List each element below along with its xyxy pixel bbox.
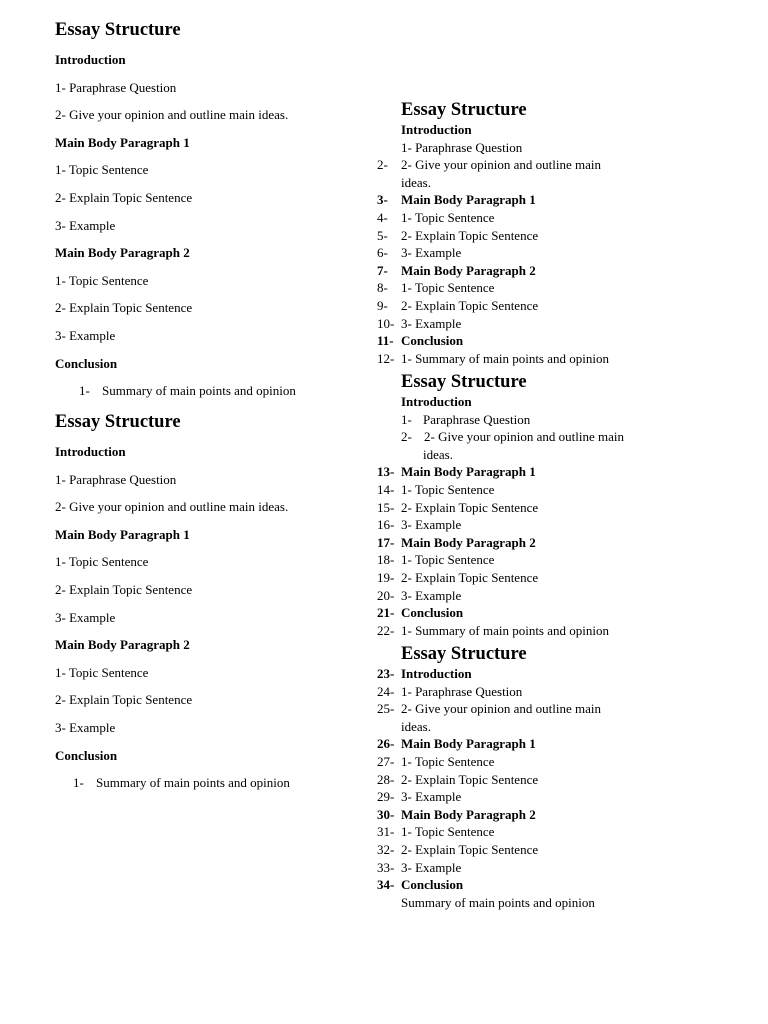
list-item (55, 472, 415, 488)
line-number: 1- (79, 383, 90, 399)
list-item (55, 328, 415, 344)
list-item (55, 218, 415, 234)
essay-structure-block-5 (377, 643, 602, 910)
line-number: 10- (377, 315, 395, 331)
line-text: 3- Example (401, 517, 462, 533)
line-text: 1- Paraphrase Question (401, 139, 523, 155)
list-item (377, 570, 737, 586)
line-text: 1- Topic Sentence (55, 272, 149, 288)
line-text: Introduction (401, 122, 472, 137)
line-text: Main Body Paragraph 1 (401, 192, 536, 208)
line-number: 26- (377, 736, 395, 752)
line-text: 2- Explain Topic Sentence (401, 771, 539, 787)
line-text: 2- Explain Topic Sentence (55, 190, 193, 205)
list-item (377, 500, 737, 516)
section-heading (377, 122, 737, 138)
list-item (377, 824, 737, 840)
line-text: Main Body Paragraph 2 (401, 534, 536, 550)
list-item (377, 842, 737, 858)
line-text: Conclusion (55, 747, 118, 763)
section-heading (55, 444, 415, 460)
line-number: 32- (377, 842, 395, 857)
line-text: 2- Explain Topic Sentence (401, 499, 539, 515)
line-number: 20- (377, 587, 395, 603)
line-text: Main Body Paragraph 2 (401, 806, 536, 822)
line-text: Introduction (401, 666, 472, 681)
line-text: Conclusion (401, 605, 464, 621)
line-number: 28- (377, 771, 395, 787)
essay-structure-block-1 (55, 19, 296, 399)
line-text: Main Body Paragraph 1 (55, 134, 190, 150)
list-item (377, 684, 737, 700)
line-text: 2- Explain Topic Sentence (55, 300, 193, 316)
line-text: 1- Topic Sentence (401, 552, 495, 568)
line-number: 14- (377, 482, 395, 497)
line-number: 2- (377, 157, 388, 173)
line-text: 3- Example (401, 789, 462, 805)
list-item (377, 140, 737, 156)
line-number: 22- (377, 622, 395, 638)
section-heading (377, 666, 737, 682)
list-item (377, 860, 737, 876)
block-title: Essay Structure (401, 372, 527, 392)
line-text: 2- Explain Topic Sentence (401, 842, 539, 857)
line-text: ideas. (401, 718, 431, 734)
section-heading (377, 394, 737, 410)
list-item (377, 228, 737, 244)
list-item (377, 772, 737, 788)
list-item (55, 582, 415, 598)
list-item (377, 351, 737, 367)
line-text: Main Body Paragraph 2 (401, 262, 536, 278)
line-number: 17- (377, 534, 395, 550)
line-text: 3- Example (55, 217, 116, 233)
line-text: 1- Topic Sentence (401, 280, 495, 296)
section-heading (377, 736, 737, 752)
line-text: 3- Example (401, 587, 462, 603)
list-item (55, 190, 415, 206)
line-number: 19- (377, 570, 395, 585)
list-item (55, 383, 415, 399)
line-text: Introduction (55, 444, 126, 459)
essay-structure-block-2 (55, 411, 290, 791)
list-item (377, 701, 737, 717)
list-item (377, 175, 737, 191)
line-text: 2- Give your opinion and outline main ideas. (55, 499, 289, 515)
list-item (55, 162, 415, 178)
block-title: Essay Structure (55, 20, 181, 40)
line-text: Summary of main points and opinion (96, 775, 290, 791)
line-number: 6- (377, 245, 388, 261)
section-heading (55, 52, 415, 68)
line-text: Main Body Paragraph 1 (401, 464, 536, 480)
section-heading (377, 263, 737, 279)
line-text: ideas. (423, 446, 453, 462)
list-item (377, 623, 737, 639)
line-number: 5- (377, 227, 388, 243)
list-item (377, 588, 737, 604)
section-heading (377, 535, 737, 551)
line-text: 1- Paraphrase Question (401, 683, 523, 699)
line-text: Conclusion (401, 877, 464, 893)
line-text: Conclusion (55, 355, 118, 371)
list-item (377, 447, 737, 463)
list-item (377, 412, 737, 428)
section-heading (55, 748, 415, 764)
list-item (377, 298, 737, 314)
line-text: 2- Explain Topic Sentence (401, 570, 539, 585)
line-number: 7- (377, 262, 388, 278)
line-text: Main Body Paragraph 1 (55, 526, 190, 542)
section-heading (55, 135, 415, 151)
list-item (55, 665, 415, 681)
list-item (55, 692, 415, 708)
line-text: 3- Example (55, 720, 116, 735)
line-number: 13- (377, 464, 395, 480)
section-heading (55, 356, 415, 372)
line-number: 18- (377, 552, 395, 568)
line-number: 8- (377, 280, 388, 296)
line-number: 30- (377, 806, 395, 822)
line-text: 2- Give your opinion and outline main ideas. (55, 107, 289, 123)
list-item (55, 80, 415, 96)
line-number: 2- (401, 429, 412, 445)
line-text: 1- Topic Sentence (55, 554, 149, 570)
line-text: Paraphrase Question (423, 411, 531, 427)
block-title: Essay Structure (401, 644, 527, 664)
line-text: 2- Explain Topic Sentence (401, 227, 539, 243)
line-text: 1- Summary of main points and opinion (401, 622, 609, 638)
line-number: 27- (377, 754, 395, 769)
section-heading (377, 605, 737, 621)
list-item (55, 499, 415, 515)
line-number: 1- (401, 411, 412, 427)
list-item (377, 552, 737, 568)
line-text: 1- Topic Sentence (401, 754, 495, 769)
section-heading (377, 192, 737, 208)
line-number: 24- (377, 683, 395, 699)
essay-structure-block-3 (377, 99, 609, 366)
line-text: ideas. (401, 174, 431, 190)
line-text: 1- Topic Sentence (401, 824, 495, 840)
line-text: 2- Explain Topic Sentence (401, 298, 539, 313)
line-text: Main Body Paragraph 2 (55, 245, 190, 261)
line-text: 2- Explain Topic Sentence (55, 692, 193, 708)
list-item (55, 610, 415, 626)
line-number: 31- (377, 824, 395, 840)
list-item (377, 429, 737, 445)
section-heading (55, 245, 415, 261)
section-heading (55, 527, 415, 543)
list-item (377, 719, 737, 735)
list-item (55, 273, 415, 289)
line-text: 1- Summary of main points and opinion (401, 350, 609, 366)
line-text: 2- Explain Topic Sentence (55, 582, 193, 597)
section-heading (377, 333, 737, 349)
line-number: 29- (377, 789, 395, 805)
section-heading (377, 807, 737, 823)
line-text: Introduction (55, 52, 126, 67)
list-item (55, 554, 415, 570)
line-text: Summary of main points and opinion (401, 894, 595, 910)
list-item (377, 754, 737, 770)
line-number: 25- (377, 701, 395, 717)
list-item (377, 157, 737, 173)
line-text: 1- Topic Sentence (401, 210, 495, 225)
block-title: Essay Structure (401, 100, 527, 120)
line-number: 1- (73, 775, 84, 791)
list-item (377, 517, 737, 533)
line-text: 3- Example (55, 609, 116, 625)
line-number: 23- (377, 666, 395, 681)
line-text: Conclusion (401, 333, 464, 349)
line-text: Summary of main points and opinion (102, 383, 296, 399)
line-number: 34- (377, 877, 395, 893)
line-text: 3- Example (401, 315, 462, 331)
line-number: 15- (377, 499, 395, 515)
essay-structure-block-4 (377, 371, 625, 638)
list-item (377, 245, 737, 261)
line-number: 9- (377, 298, 388, 313)
list-item (377, 895, 737, 911)
line-text: 1- Topic Sentence (55, 664, 149, 680)
line-text: 1- Paraphrase Question (55, 79, 177, 95)
list-item (55, 300, 415, 316)
line-text: Main Body Paragraph 2 (55, 637, 190, 653)
line-text: 3- Example (55, 328, 116, 343)
section-heading (55, 637, 415, 653)
line-text: 1- Topic Sentence (401, 482, 495, 497)
line-number: 12- (377, 350, 395, 366)
line-number: 33- (377, 859, 395, 875)
line-text: 2- Give your opinion and outline main (424, 429, 625, 445)
list-item (55, 775, 415, 791)
line-number: 3- (377, 192, 388, 208)
list-item (377, 210, 737, 226)
line-number: 16- (377, 517, 395, 533)
list-item (55, 107, 415, 123)
line-text: Main Body Paragraph 1 (401, 736, 536, 752)
section-heading (377, 877, 737, 893)
line-number: 4- (377, 210, 388, 225)
block-title: Essay Structure (55, 412, 181, 432)
list-item (377, 280, 737, 296)
line-text: Introduction (401, 394, 472, 409)
line-number: 21- (377, 605, 395, 621)
line-text: 3- Example (401, 245, 462, 261)
line-text: 1- Topic Sentence (55, 162, 149, 178)
list-item (55, 720, 415, 736)
line-text: 2- Give your opinion and outline main (401, 701, 602, 717)
section-heading (377, 464, 737, 480)
line-text: 2- Give your opinion and outline main (401, 157, 602, 173)
line-text: 1- Paraphrase Question (55, 471, 177, 487)
list-item (377, 316, 737, 332)
line-text: 3- Example (401, 859, 462, 875)
line-number: 11- (377, 333, 394, 349)
list-item (377, 482, 737, 498)
list-item (377, 789, 737, 805)
